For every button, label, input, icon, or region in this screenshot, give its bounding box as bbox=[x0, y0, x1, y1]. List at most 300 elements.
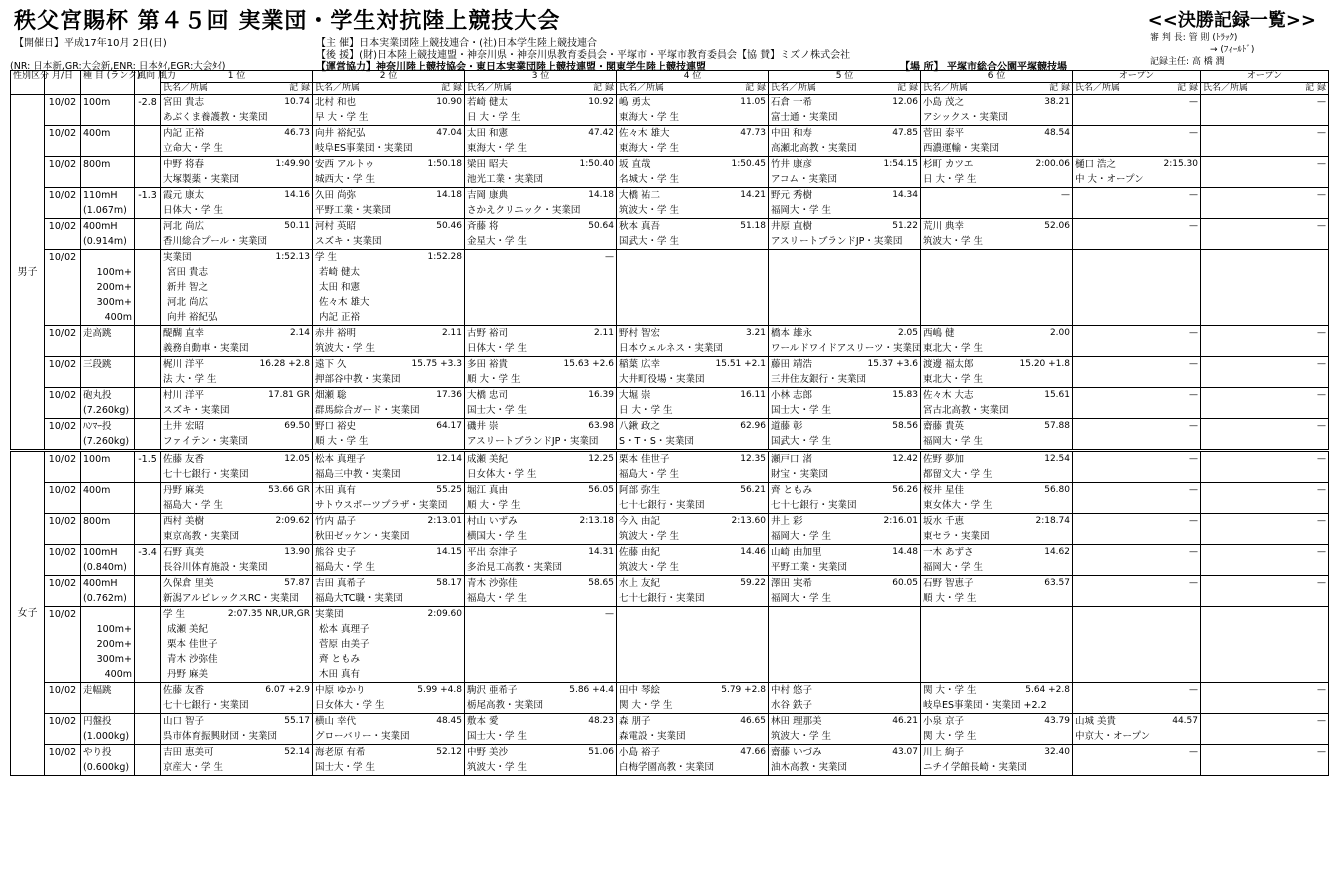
result-cell bbox=[313, 126, 465, 157]
result-cell bbox=[1073, 514, 1201, 545]
result-cell bbox=[1201, 483, 1329, 514]
result-line bbox=[315, 388, 462, 403]
affiliation: スズキ・実業団 bbox=[163, 405, 230, 416]
event-name bbox=[81, 157, 135, 188]
wind: -2.8 bbox=[135, 95, 161, 126]
wind bbox=[135, 576, 161, 607]
result-cell bbox=[1201, 714, 1329, 745]
relay-leg: 100m+ bbox=[96, 624, 132, 635]
result-mark: 48.54 bbox=[1044, 128, 1070, 138]
table-row bbox=[11, 451, 1329, 483]
result-cell bbox=[921, 326, 1073, 357]
result-cell bbox=[313, 357, 465, 388]
athlete-name: 梁田 昭夫 bbox=[467, 159, 509, 170]
result-mark: 2:15.30 bbox=[1163, 159, 1198, 169]
result-line bbox=[163, 95, 310, 110]
subheader-cell bbox=[921, 83, 1073, 95]
result-line bbox=[923, 683, 1070, 698]
result-mark: — bbox=[1189, 485, 1198, 495]
affiliation: 関 大・学 生 bbox=[619, 700, 673, 711]
result-mark: 47.42 bbox=[588, 128, 614, 138]
result-mark: 2:09.62 bbox=[275, 516, 310, 526]
result-cell bbox=[617, 326, 769, 357]
relay-team bbox=[313, 250, 465, 326]
affiliation: 水谷 鉄子 bbox=[771, 700, 813, 711]
result-cell bbox=[921, 745, 1073, 776]
result-mark: 15.37 +3.6 bbox=[867, 359, 918, 369]
result-line bbox=[1203, 357, 1326, 372]
result-mark: — bbox=[1189, 547, 1198, 557]
referee-field: → (ﾌｨｰﾙﾄﾞ) bbox=[1210, 45, 1255, 55]
subheader-labels bbox=[467, 83, 614, 93]
subheader-labels bbox=[619, 83, 766, 93]
result-cell bbox=[161, 451, 313, 483]
result-line bbox=[771, 95, 918, 110]
empty-cell bbox=[1201, 250, 1329, 326]
affiliation: 中京大・オープン bbox=[1075, 731, 1151, 742]
result-mark: 2:13.60 bbox=[731, 516, 766, 526]
result-line bbox=[467, 219, 614, 234]
affiliation: 義務自動車・実業団 bbox=[163, 343, 249, 354]
result-cell bbox=[161, 483, 313, 514]
col-date: 月/日 bbox=[45, 71, 81, 95]
result-line bbox=[619, 188, 766, 203]
result-line bbox=[923, 514, 1070, 529]
result-line bbox=[163, 388, 310, 403]
result-mark: 64.17 bbox=[436, 421, 462, 431]
result-line bbox=[1075, 576, 1198, 591]
result-line bbox=[315, 419, 462, 434]
athlete-name: 稲葉 広幸 bbox=[619, 359, 661, 370]
affiliation: 東女体大・学 生 bbox=[923, 500, 993, 511]
result-line bbox=[1203, 157, 1326, 172]
result-cell bbox=[769, 95, 921, 126]
race-date: 10/02 bbox=[45, 419, 81, 451]
result-cell bbox=[465, 483, 617, 514]
result-line bbox=[923, 714, 1070, 729]
athlete-name: 遠下 久 bbox=[315, 359, 347, 370]
result-cell bbox=[769, 126, 921, 157]
table-row bbox=[11, 126, 1329, 157]
result-cell bbox=[617, 451, 769, 483]
event-spec bbox=[83, 341, 132, 356]
affiliation: 財宝・実業団 bbox=[771, 469, 829, 480]
affiliation bbox=[1075, 498, 1198, 513]
result-mark: — bbox=[1061, 190, 1070, 200]
result-mark: 38.21 bbox=[1044, 97, 1070, 107]
team-mark: 2:07.35 NR,UR,GR bbox=[227, 609, 310, 619]
result-mark: 57.88 bbox=[1044, 421, 1070, 431]
result-cell bbox=[161, 714, 313, 745]
affiliation: 日女体大・学 生 bbox=[467, 469, 537, 480]
result-line bbox=[1075, 219, 1198, 234]
result-line bbox=[315, 95, 462, 110]
result-cell bbox=[921, 545, 1073, 576]
result-mark: 14.48 bbox=[892, 547, 918, 557]
athlete-name: 阿部 弥生 bbox=[619, 485, 661, 496]
affiliation: 立命大・学 生 bbox=[163, 143, 224, 154]
result-mark: 44.57 bbox=[1172, 716, 1198, 726]
result-mark: 48.45 bbox=[436, 716, 462, 726]
athlete-name: 坂水 千恵 bbox=[923, 516, 965, 527]
affiliation: 呉市体育振興財団・実業団 bbox=[163, 731, 278, 742]
affiliation: ワールドワイドアスリーツ・実業団 bbox=[771, 343, 922, 354]
mark-label: 記 録 bbox=[1305, 83, 1326, 93]
result-line bbox=[163, 419, 310, 434]
result-cell bbox=[769, 483, 921, 514]
result-mark: — bbox=[1189, 578, 1198, 588]
athlete-name: 桜井 星佳 bbox=[923, 485, 965, 496]
affiliation: 岐阜ES事業団・実業団 bbox=[315, 143, 413, 154]
result-line bbox=[1203, 326, 1326, 341]
result-mark: 5.64 +2.8 bbox=[1025, 685, 1070, 695]
affiliation: 国士大・学 生 bbox=[771, 405, 832, 416]
athlete-name: 道藤 彰 bbox=[771, 421, 803, 432]
event-title: ﾊﾝﾏｰ投 bbox=[83, 421, 112, 432]
page-header bbox=[0, 0, 1330, 72]
result-cell bbox=[769, 419, 921, 451]
event-name bbox=[81, 745, 135, 776]
athlete-name: 佐野 夢加 bbox=[923, 454, 965, 465]
athlete-name: 佐々木 雄大 bbox=[619, 128, 670, 139]
result-cell bbox=[769, 326, 921, 357]
col-place-2: 2 位 bbox=[313, 71, 465, 83]
result-mark: 48.23 bbox=[588, 716, 614, 726]
result-cell bbox=[1201, 388, 1329, 419]
result-mark: 2.05 bbox=[897, 328, 918, 338]
col-place-6: 6 位 bbox=[921, 71, 1073, 83]
affiliation: アスリートブランドJP・実業団 bbox=[467, 436, 599, 447]
athlete-name: 村川 洋平 bbox=[163, 390, 205, 401]
name-label: 氏名／所属 bbox=[923, 83, 969, 93]
result-mark: 50.11 bbox=[284, 221, 310, 231]
result-mark: — bbox=[1317, 128, 1326, 138]
result-line bbox=[315, 452, 462, 467]
event-title: 100m bbox=[83, 454, 111, 465]
affiliation: 池光工業・実業団 bbox=[467, 174, 544, 185]
result-cell bbox=[161, 745, 313, 776]
athlete-name: 堀江 真由 bbox=[467, 485, 509, 496]
result-line bbox=[1203, 683, 1326, 698]
result-line bbox=[163, 188, 310, 203]
result-mark: 53.66 GR bbox=[268, 485, 310, 495]
affiliation: 東海大・学 生 bbox=[619, 112, 680, 123]
result-line bbox=[315, 326, 462, 341]
event-spec: (7.260kg) bbox=[83, 405, 130, 416]
affiliation: 七十七銀行・実業団 bbox=[619, 500, 705, 511]
athlete-name: 向井 裕紀弘 bbox=[315, 128, 366, 139]
subheader-cell bbox=[313, 83, 465, 95]
event-name bbox=[81, 388, 135, 419]
relay-member: 向井 裕紀弘 bbox=[167, 312, 218, 323]
result-mark: 14.18 bbox=[436, 190, 462, 200]
result-mark: 15.51 +2.1 bbox=[715, 359, 766, 369]
result-line bbox=[1075, 419, 1198, 434]
empty-cell bbox=[1073, 607, 1201, 683]
affiliation: 大井町役場・実業団 bbox=[619, 374, 705, 385]
result-line bbox=[1075, 388, 1198, 403]
result-line bbox=[923, 95, 1070, 110]
affiliation: 日体大・学 生 bbox=[467, 343, 528, 354]
col-place-4: 4 位 bbox=[617, 71, 769, 83]
event-title: 110mH bbox=[83, 190, 118, 201]
athlete-name: 河北 尚広 bbox=[163, 221, 205, 232]
result-mark: — bbox=[1317, 685, 1326, 695]
team-mark: 1:52.13 bbox=[275, 252, 310, 262]
result-cell bbox=[161, 326, 313, 357]
result-line bbox=[771, 388, 918, 403]
result-line bbox=[619, 483, 766, 498]
athlete-name: 大橋 忠司 bbox=[467, 390, 509, 401]
result-mark: 50.64 bbox=[588, 221, 614, 231]
affiliation bbox=[1203, 467, 1326, 482]
athlete-name: 畑瀬 聡 bbox=[315, 390, 347, 401]
result-cell bbox=[161, 388, 313, 419]
affiliation: 福岡大・学 生 bbox=[923, 436, 984, 447]
result-mark: 14.21 bbox=[740, 190, 766, 200]
affiliation: 都留文大・学 生 bbox=[923, 469, 993, 480]
event-name bbox=[81, 714, 135, 745]
affiliation: 福岡大・学 生 bbox=[771, 593, 832, 604]
event-title: 走幅跳 bbox=[83, 685, 112, 696]
affiliation: 東海大・学 生 bbox=[467, 143, 528, 154]
result-cell bbox=[1201, 188, 1329, 219]
result-mark: 10.90 bbox=[436, 97, 462, 107]
recorder: 記録主任: 高 橋 潤 bbox=[1150, 57, 1225, 67]
athlete-name: 梶川 洋平 bbox=[163, 359, 205, 370]
result-line bbox=[619, 745, 766, 760]
athlete-name: 河村 英昭 bbox=[315, 221, 357, 232]
result-line bbox=[771, 188, 918, 203]
result-cell bbox=[465, 219, 617, 250]
result-mark: 58.65 bbox=[588, 578, 614, 588]
result-cell bbox=[617, 745, 769, 776]
athlete-name: 海老原 有希 bbox=[315, 747, 366, 758]
result-cell bbox=[1073, 219, 1201, 250]
relay-member: 松本 真理子 bbox=[319, 624, 370, 635]
athlete-name: 瀬戸口 渚 bbox=[771, 454, 813, 465]
wind bbox=[135, 607, 161, 683]
result-cell bbox=[313, 545, 465, 576]
affiliation: 西濃運輸・実業団 bbox=[923, 143, 1000, 154]
mark-label: 記 録 bbox=[289, 83, 310, 93]
result-line bbox=[771, 714, 918, 729]
affiliation: 群馬綜合ガード・実業団 bbox=[315, 405, 420, 416]
result-line bbox=[619, 388, 766, 403]
affiliation: 七十七銀行・実業団 bbox=[619, 593, 705, 604]
athlete-name: 丹野 麻美 bbox=[163, 485, 205, 496]
result-line bbox=[771, 514, 918, 529]
result-line bbox=[467, 514, 614, 529]
athlete-name: 中原 ゆかり bbox=[315, 685, 366, 696]
result-mark: 56.26 bbox=[892, 485, 918, 495]
affiliation: 筑波大・学 生 bbox=[923, 236, 984, 247]
result-cell bbox=[1073, 157, 1201, 188]
table-row bbox=[11, 483, 1329, 514]
result-mark: — bbox=[1317, 716, 1326, 726]
affiliation: 七十七銀行・実業団 bbox=[163, 700, 249, 711]
result-line bbox=[467, 388, 614, 403]
athlete-name: 菅田 泰平 bbox=[923, 128, 965, 139]
affiliation: ファイテン・実業団 bbox=[163, 436, 248, 447]
table-row bbox=[11, 514, 1329, 545]
athlete-name: 川上 絢子 bbox=[923, 747, 965, 758]
result-line bbox=[467, 126, 614, 141]
affiliation: 東海大・学 生 bbox=[619, 143, 680, 154]
athlete-name: 霞元 康太 bbox=[163, 190, 205, 201]
result-cell bbox=[313, 451, 465, 483]
table-row bbox=[11, 683, 1329, 714]
result-cell bbox=[1073, 483, 1201, 514]
wind bbox=[135, 126, 161, 157]
event-title: 100mH bbox=[83, 547, 118, 558]
col-open-2: オープン bbox=[1201, 71, 1329, 83]
result-mark: — bbox=[1317, 747, 1326, 757]
result-line bbox=[619, 683, 766, 698]
col-event: 種 目 (ランク) bbox=[81, 71, 135, 95]
result-cell bbox=[465, 126, 617, 157]
relay-member: 若崎 健太 bbox=[319, 267, 361, 278]
wind bbox=[135, 419, 161, 451]
result-line bbox=[315, 126, 462, 141]
result-mark: 52.14 bbox=[284, 747, 310, 757]
affiliation: 日本ウェルネス・実業団 bbox=[619, 343, 723, 354]
result-mark: — bbox=[1189, 359, 1198, 369]
event-name bbox=[81, 357, 135, 388]
relay-line bbox=[315, 607, 462, 622]
result-cell bbox=[617, 514, 769, 545]
result-mark: — bbox=[1317, 454, 1326, 464]
result-line bbox=[619, 326, 766, 341]
race-date: 10/02 bbox=[45, 388, 81, 419]
relay-leg: 200m+ bbox=[96, 639, 132, 650]
mark-label: 記 録 bbox=[1177, 83, 1198, 93]
result-mark: 2:13.18 bbox=[579, 516, 614, 526]
affiliation: 国武大・学 生 bbox=[619, 236, 680, 247]
result-mark: 12.42 bbox=[892, 454, 918, 464]
result-line bbox=[163, 326, 310, 341]
event-name bbox=[81, 419, 135, 451]
result-line bbox=[467, 157, 614, 172]
athlete-name: 石倉 一希 bbox=[771, 97, 813, 108]
affiliation bbox=[1203, 341, 1326, 356]
relay-member: 丹野 麻美 bbox=[167, 669, 209, 680]
athlete-name: 青木 沙弥佳 bbox=[467, 578, 518, 589]
result-cell bbox=[465, 714, 617, 745]
sex-group: 男子 bbox=[11, 95, 45, 451]
result-cell bbox=[313, 514, 465, 545]
athlete-name: 山崎 由加里 bbox=[771, 547, 822, 558]
result-line bbox=[619, 357, 766, 372]
race-date: 10/02 bbox=[45, 545, 81, 576]
relay-spacer bbox=[83, 250, 132, 265]
result-line bbox=[1075, 745, 1198, 760]
result-line bbox=[315, 545, 462, 560]
result-cell bbox=[465, 576, 617, 607]
result-line bbox=[1075, 683, 1198, 698]
relay-member: 成瀬 美紀 bbox=[167, 624, 209, 635]
result-cell bbox=[921, 714, 1073, 745]
relay-legs bbox=[81, 250, 135, 326]
affiliation: 東セラ・実業団 bbox=[923, 531, 990, 542]
result-cell bbox=[313, 576, 465, 607]
result-mark: — bbox=[1189, 190, 1198, 200]
result-line bbox=[1075, 714, 1198, 729]
result-mark: 32.40 bbox=[1044, 747, 1070, 757]
subheader-row bbox=[11, 83, 1329, 95]
athlete-name: 野元 秀樹 bbox=[771, 190, 813, 201]
athlete-name: 小島 茂之 bbox=[923, 97, 965, 108]
relay-team bbox=[161, 250, 313, 326]
result-line bbox=[923, 157, 1070, 172]
affiliation bbox=[1075, 372, 1198, 387]
result-line bbox=[1075, 95, 1198, 110]
race-date: 10/02 bbox=[45, 326, 81, 357]
race-date: 10/02 bbox=[45, 219, 81, 250]
affiliation: 日 大・学 生 bbox=[619, 405, 673, 416]
table-row bbox=[11, 250, 1329, 326]
table-row bbox=[11, 745, 1329, 776]
table-row bbox=[11, 357, 1329, 388]
result-mark: — bbox=[1317, 328, 1326, 338]
athlete-name: 齋藤 いづみ bbox=[771, 747, 822, 758]
affiliation: 京産大・学 生 bbox=[163, 762, 224, 773]
result-line bbox=[1203, 188, 1326, 203]
athlete-name: 北村 和也 bbox=[315, 97, 357, 108]
athlete-name: 石野 真美 bbox=[163, 547, 205, 558]
result-line bbox=[1075, 452, 1198, 467]
result-cell bbox=[617, 219, 769, 250]
result-mark: — bbox=[1317, 547, 1326, 557]
affiliation bbox=[1075, 467, 1198, 482]
event-title: 400m bbox=[83, 128, 111, 139]
affiliation: アコム・実業団 bbox=[771, 174, 838, 185]
result-cell bbox=[1201, 326, 1329, 357]
relay-line bbox=[467, 607, 614, 622]
event-spec bbox=[83, 498, 132, 513]
result-line bbox=[923, 483, 1070, 498]
affiliation bbox=[1203, 729, 1326, 744]
event-spec: (1.067m) bbox=[83, 205, 127, 216]
result-mark: — bbox=[1189, 221, 1198, 231]
athlete-name: 小島 裕子 bbox=[619, 747, 661, 758]
result-line bbox=[315, 157, 462, 172]
result-cell bbox=[313, 419, 465, 451]
col-sex: 性別区分 bbox=[11, 71, 45, 95]
subheader-labels bbox=[771, 83, 918, 93]
result-cell bbox=[313, 683, 465, 714]
result-mark: 16.11 bbox=[740, 390, 766, 400]
affiliation bbox=[1203, 698, 1326, 713]
affiliation: ニチイ学館長崎・実業団 bbox=[923, 762, 1027, 773]
wind bbox=[135, 745, 161, 776]
event-spec: (0.840m) bbox=[83, 562, 127, 573]
result-line bbox=[163, 545, 310, 560]
affiliation: 福岡大・学 生 bbox=[923, 562, 984, 573]
affiliation: 福岡大・学 生 bbox=[771, 205, 832, 216]
mark-label: 記 録 bbox=[441, 83, 462, 93]
athlete-name: 平出 奈津子 bbox=[467, 547, 518, 558]
result-cell bbox=[617, 357, 769, 388]
athlete-name: 橋本 雄永 bbox=[771, 328, 813, 339]
affiliation: 香川総合プール・実業団 bbox=[163, 236, 268, 247]
result-mark: — bbox=[1189, 516, 1198, 526]
affiliation: 平野工業・実業団 bbox=[771, 562, 848, 573]
result-cell bbox=[617, 545, 769, 576]
result-mark: — bbox=[1317, 390, 1326, 400]
result-cell bbox=[1073, 126, 1201, 157]
result-mark: 1:50.45 bbox=[731, 159, 766, 169]
